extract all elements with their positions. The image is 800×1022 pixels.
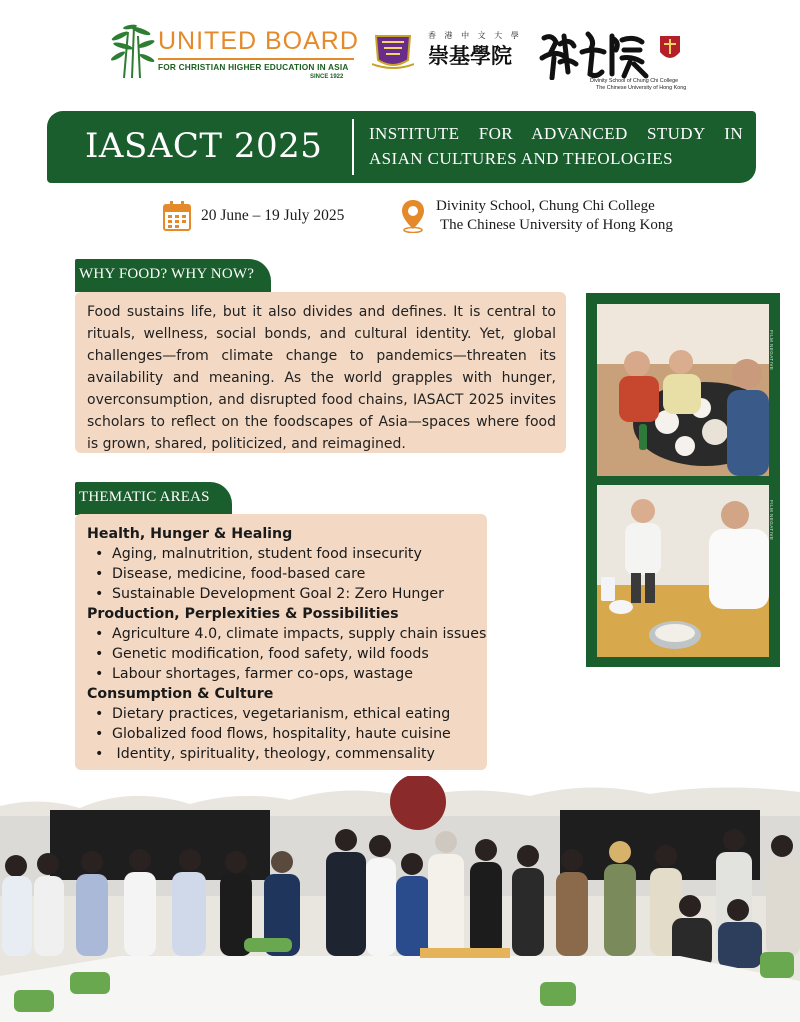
title-banner — [47, 111, 756, 183]
list-item: • Dietary practices, vegetarianism, ethical eating — [87, 704, 479, 724]
list-item: • Agriculture 4.0, climate impacts, supply chain issues — [87, 624, 479, 644]
film-label: FILM NEGATIVE — [769, 500, 774, 541]
bamboo-icon — [110, 22, 156, 78]
divinity-calligraphy-logo — [538, 28, 658, 80]
event-date: 20 June – 19 July 2025 — [201, 207, 345, 224]
group-photo — [0, 776, 800, 1022]
divinity-university-name: The Chinese University of Hong Kong — [596, 85, 687, 91]
location-pin-icon — [400, 199, 426, 233]
list-item: • Globalized food flows, hospitality, haute cuisine — [87, 724, 479, 744]
category-title: Production, Perplexities & Possibilities — [87, 606, 399, 622]
divinity-school-name: Divinity School of Chung Chi College — [590, 78, 679, 84]
thematic-areas-heading: THEMATIC AREAS — [75, 482, 232, 515]
list-item: • Genetic modification, food safety, wild foods — [87, 644, 479, 664]
divider — [158, 58, 354, 60]
calendar-icon — [163, 201, 191, 231]
list-item: • Aging, malnutrition, student food insecurity — [87, 544, 479, 564]
chung-chi-chinese-name: 崇基學院 — [428, 44, 512, 68]
chung-chi-crest-icon — [658, 34, 682, 64]
venue-line-1: Divinity School, Chung Chi College — [436, 198, 655, 214]
category-title: Health, Hunger & Healing — [87, 526, 293, 542]
banner-subtitle-line-1: INSTITUTE FOR ADVANCED STUDY IN — [369, 124, 743, 143]
united-board-logo — [110, 22, 360, 84]
banner-subtitle — [369, 121, 743, 171]
venue-line-2: The Chinese University of Hong Kong — [440, 217, 673, 233]
why-food-text: Food sustains life, but it also divides and defines. It is central to rituals, wellness, social bonds, and cultural identity. Yet, global challenges—from climate change to pandemics—threaten its availability and meaning. As the world grapples with hunger, overconsumption, and disrupted food chains, IASACT 2025 invites scholars to reflect on the foodscapes of Asia—spaces where food is grown, shared, politicized, and reimagined. — [87, 304, 556, 452]
list-item: • Labour shortages, farmer co-ops, wastage — [87, 664, 479, 684]
page-title: IASACT 2025 — [85, 126, 323, 166]
list-item: • Disease, medicine, food-based care — [87, 564, 479, 584]
banner-divider — [352, 119, 354, 175]
cooking-photo — [597, 485, 769, 657]
film-label: FILM NEGATIVE — [769, 330, 774, 371]
cuhk-crest-icon — [372, 30, 414, 70]
category-title: Consumption & Culture — [87, 686, 274, 702]
thematic-areas-box — [75, 514, 487, 770]
united-board-name: UNITED BOARD — [158, 27, 359, 55]
why-food-box — [75, 292, 566, 453]
why-food-heading: WHY FOOD? WHY NOW? — [75, 259, 271, 292]
cuhk-chinese-name: 香 港 中 文 大 學 — [428, 31, 522, 40]
banner-subtitle-line-2: ASIAN CULTURES AND THEOLOGIES — [369, 149, 673, 168]
dinner-photo — [597, 304, 769, 476]
list-item: • Identity, spirituality, theology, commensality — [87, 744, 479, 764]
united-board-subtitle: FOR CHRISTIAN HIGHER EDUCATION IN ASIA — [158, 62, 349, 72]
list-item: • Sustainable Development Goal 2: Zero Hunger — [87, 584, 479, 604]
logo-header — [0, 0, 800, 100]
united-board-since: SINCE 1922 — [310, 74, 344, 80]
